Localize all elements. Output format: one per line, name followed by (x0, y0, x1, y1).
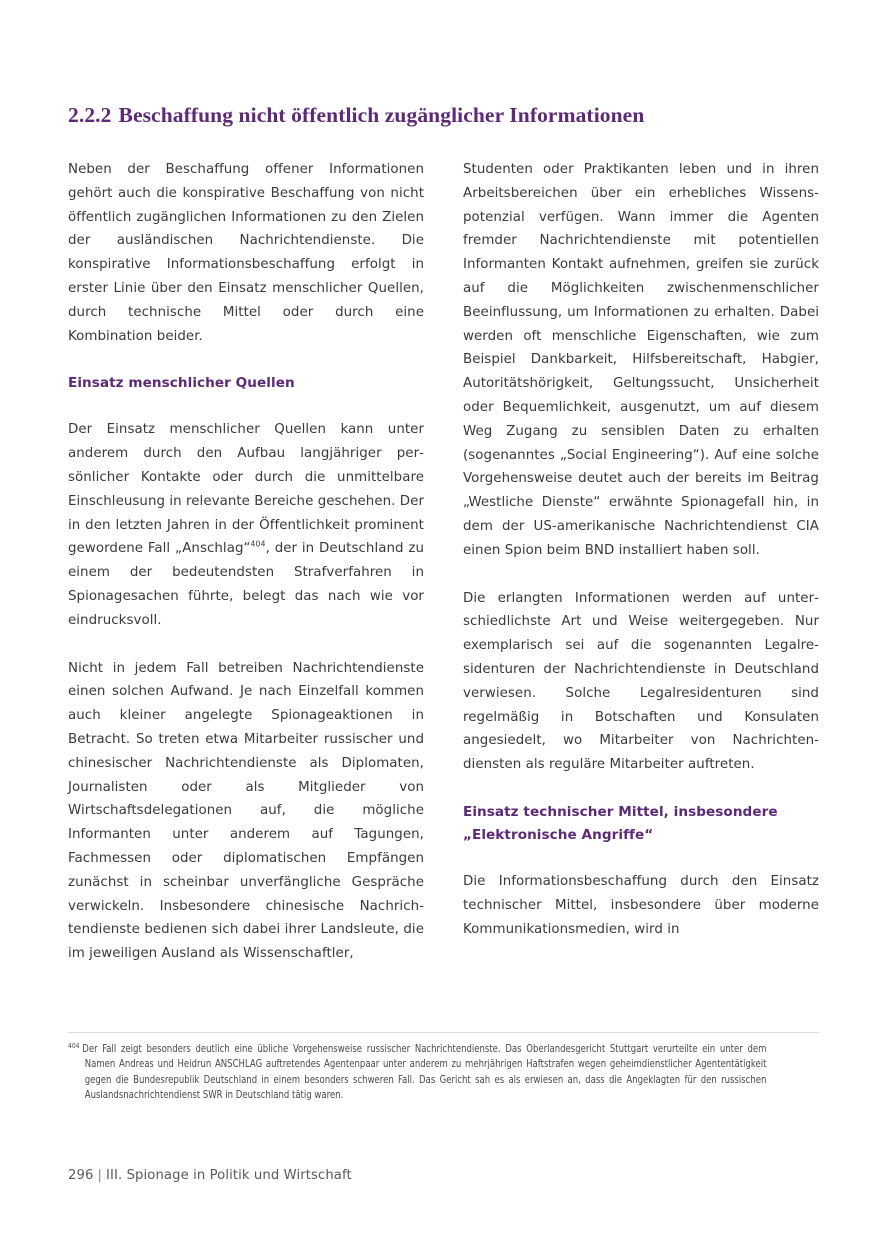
right-paragraph-1: Studenten oder Praktikanten leben und in ihren Arbeitsbereichen über ein erhebliches Wissenspotenzial verfügen. Wann immer die Agenten fremder Nachrichtendienste mit potentiellen Informanten Kontakt aufnehmen, greifen sie zurück auf die Möglichkeiten zwischenmenschlicher Beeinflussung, um Informationen zu erhalten. Dabei werden oft menschliche Eigenschaften, wie zum Beispiel Dankbarkeit, Hilfsbereitschaft, Habgier, Autoritätshörigkeit, Geltungssucht, Unsicherheit oder Bequemlichkeit, ausgenutzt, um auf diesem Weg Zugang zu sensiblen Daten zu erhalten (sogenanntes „Social Engineering“). Auf eine solche Vorgehensweise deutet auch der bereits im Beitrag „Westliche Dienste“ erwähnte Spionagefall hin, in dem der US-amerikanische Nachrichtendienst CIA einen Spion beim BND installiert haben soll. (463, 162, 819, 558)
left-column (68, 158, 424, 966)
section-heading (68, 102, 818, 128)
right-subheading-1-line2: „Elektronische Angriffe“ (463, 826, 654, 843)
body-columns (68, 158, 819, 1018)
right-subheading-1 (463, 801, 819, 847)
footnote-block (68, 1042, 766, 1103)
footnote-reference-404[interactable]: 404 (250, 539, 266, 549)
page-footer (68, 1167, 352, 1185)
footnote-separator-rule (68, 1032, 819, 1033)
footer-page-number: 296 (68, 1168, 94, 1183)
left-paragraph-2-part2: , der in Deutschland zu einem der bedeutendsten Strafverfahren in Spionagesachen führte, belegt das nach wie vor eindrucksvoll. (68, 541, 424, 628)
right-column (463, 158, 819, 941)
footnote-text: Der Fall zeigt besonders deutlich eine übliche Vorgehensweise russischer Nachrichtendienste. Das Oberlandesgericht Stuttgart verurteilte ein unter dem Namen Andreas und Heidrun ANSCHLAG auftretendes Agentenpaar unter anderem zu mehrjährigen Haftstrafen wegen geheimdienstlicher Agententätigkeit gegen die Bundesrepublik Deutschland in einem besonders schweren Fall. Das Gericht sah es als erwiesen an, dass die Angeklagten für den russischen Auslandsnachrichtendienst SWR in Deutschland tätig waren. (82, 1044, 767, 1101)
section-heading-title: Beschaffung nicht öffentlich zugänglicher Informationen (118, 102, 645, 127)
section-heading-number: 2.2.2 (68, 102, 112, 127)
left-paragraph-2 (68, 418, 424, 632)
right-paragraph-3: Die Informationsbeschaffung durch den Einsatz technischer Mittel, insbesondere über moderne Kommunikationsmedien, wird in (463, 873, 819, 937)
footer-separator: | (97, 1168, 103, 1183)
left-subheading-1: Einsatz menschlicher Quellen (68, 375, 295, 392)
footnote-marker-404: 404 (68, 1040, 80, 1050)
left-paragraph-2-part1: Der Einsatz menschlicher Quellen kann unter anderem durch den Aufbau langjähriger persönlicher Kontakte oder durch die unmittelbare Einschleusung in relevante Bereiche geschehen. Der in den letzten Jahren in der Öffentlichkeit prominent gewordene Fall „Anschlag“ (68, 422, 424, 557)
right-subheading-1-line1: Einsatz technischer Mittel, insbesondere (463, 803, 778, 820)
footer-running-title: III. Spionage in Politik und Wirtschaft (106, 1168, 352, 1183)
right-paragraph-2: Die erlangten Informationen werden auf unterschiedlichste Art und Weise weitergegeben. Nur exemplarisch sei auf die sogenannten Legalresidenturen der Nachrichtendienste in Deutschland verwiesen. Solche Legalresidenturen sind regelmäßig in Botschaften und Konsulaten angesiedelt, wo Mitarbeiter von Nachrichtendiensten als reguläre Mitarbeiter auftreten. (463, 590, 819, 773)
left-paragraph-1: Neben der Beschaffung offener Informationen gehört auch die konspirative Beschaffung von nicht öffentlich zugänglichen Informationen zu den Zielen der ausländischen Nachrichtendienste. Die konspirative Informationsbeschaffung erfolgt in erster Linie über den Einsatz menschlicher Quellen, durch technische Mittel oder durch eine Kombination beider. (68, 162, 424, 344)
left-paragraph-3: Nicht in jedem Fall betreiben Nachrichtendienste einen solchen Aufwand. Je nach Einzelfall kommen auch kleiner angelegte Spionageaktionen in Betracht. So treten etwa Mitarbeiter russischer und chinesischer Nachrichtendienste als Diplomaten, Journalisten oder als Mitglieder von Wirtschaftsdelegationen auf, die mögliche Informanten unter anderem auf Tagungen, Fachmessen oder diplomatischen Empfängen zunächst in scheinbar unverfängliche Gespräche verwickeln. Insbesondere chinesische Nachrichtendienste bedienen sich dabei ihrer Landsleute, die im jeweiligen Ausland als Wissenschaftler, (68, 660, 424, 962)
